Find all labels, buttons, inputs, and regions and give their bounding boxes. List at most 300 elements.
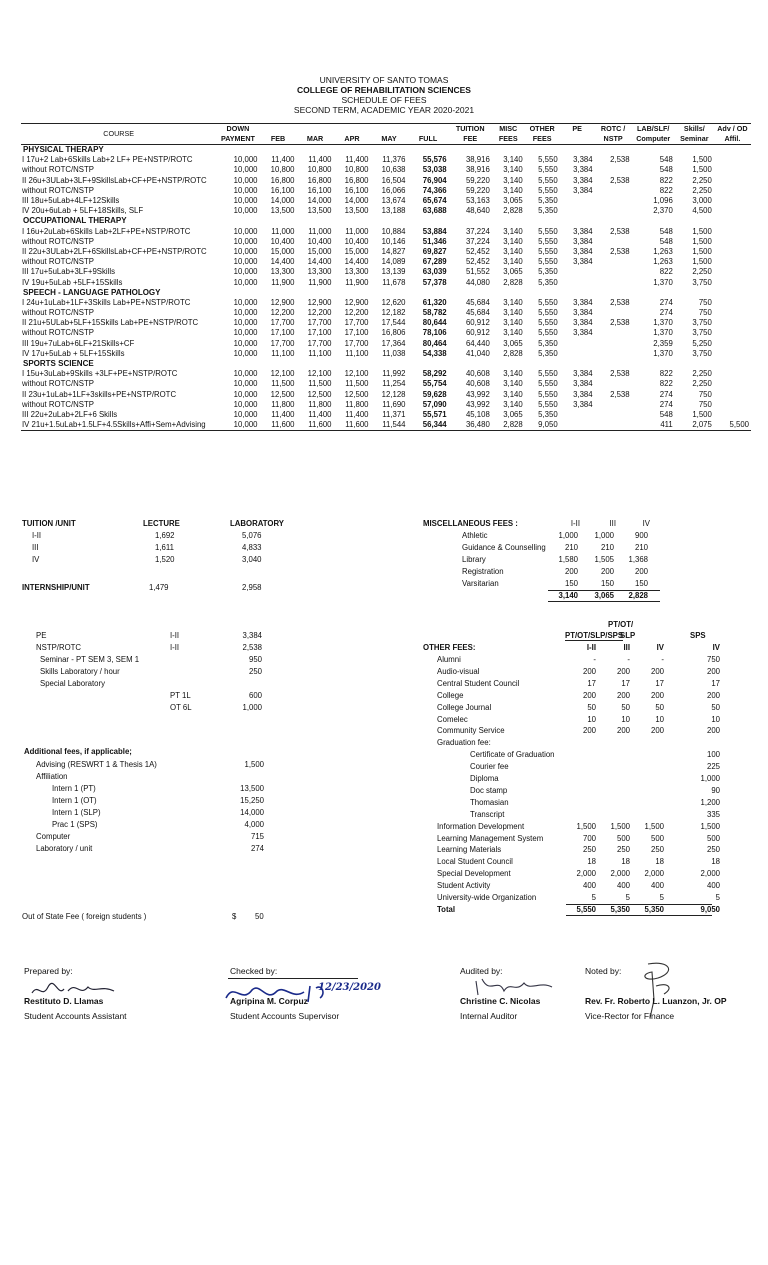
fee-cell: 15,000 bbox=[344, 246, 369, 256]
fee-cell: 11,100 bbox=[345, 348, 369, 358]
fee-cell: 11,400 bbox=[271, 409, 295, 419]
fee-cell: 3,065 bbox=[503, 409, 523, 419]
fee-cell: 10,000 bbox=[233, 379, 258, 389]
fee-cell: 45,684 bbox=[465, 297, 490, 307]
other-fee-value: 500 bbox=[706, 833, 720, 843]
table-row bbox=[21, 155, 751, 165]
tuition-lecture-value: 1,611 bbox=[155, 543, 174, 552]
tuition-lab-value: 4,833 bbox=[242, 543, 262, 552]
other-group-header-1: PT/OT/SLP/SPS bbox=[565, 631, 624, 640]
misc-fee-value: 200 bbox=[564, 567, 578, 576]
section-header-row bbox=[21, 216, 751, 226]
other-fee-value: 10 bbox=[655, 714, 664, 724]
col-down-2: PAYMENT bbox=[216, 134, 259, 145]
misc-fee-value: 200 bbox=[634, 567, 648, 576]
fee-cell: 63,688 bbox=[422, 206, 447, 216]
other-fee-value: 500 bbox=[650, 833, 664, 843]
fee-cell: 14,089 bbox=[381, 257, 406, 267]
misc-total-value: 2,828 bbox=[628, 591, 648, 600]
lab-fee-level: OT 6L bbox=[170, 703, 192, 712]
fee-cell bbox=[714, 277, 751, 287]
fee-cell: 36,480 bbox=[449, 420, 492, 431]
course-cell: I 16u+2uLab+6Skills Lab+2LF+PE+NSTP/ROTC bbox=[22, 226, 191, 236]
fee-cell: 1,500 bbox=[692, 155, 712, 165]
fee-cell: 14,827 bbox=[381, 246, 406, 256]
document-title: SCHEDULE OF FEES bbox=[341, 95, 427, 105]
additional-fee-label: Advising (RESWRT 1 & Thesis 1A) bbox=[36, 760, 157, 769]
fee-cell: 3,384 bbox=[573, 297, 593, 307]
fee-cell: 16,806 bbox=[381, 328, 406, 338]
fee-cell: 3,384 bbox=[573, 185, 593, 195]
out-of-state-label: Out of State Fee ( foreign students ) bbox=[22, 912, 147, 921]
fee-cell: 10,000 bbox=[233, 267, 258, 277]
fee-cell: 13,300 bbox=[344, 267, 369, 277]
lab-fee-label: Skills Laboratory / hour bbox=[40, 667, 120, 676]
fee-cell: 40,608 bbox=[465, 369, 490, 379]
course-cell: without ROTC/NSTP bbox=[22, 257, 94, 267]
checked-name: Agripina M. Corpuz bbox=[230, 996, 308, 1006]
fee-cell: 37,224 bbox=[465, 236, 490, 246]
fee-cell: 9,050 bbox=[525, 420, 560, 431]
table-row bbox=[21, 176, 751, 186]
other-fee-value: 700 bbox=[582, 833, 596, 843]
fee-cell: 10,000 bbox=[233, 297, 258, 307]
fee-cell: 17,700 bbox=[344, 318, 369, 328]
course-cell: II 26u+3ULab+3LF+9SkillsLab+CF+PE+NSTP/ROTC bbox=[22, 175, 207, 185]
other-fee-label: Local Student Council bbox=[437, 857, 513, 867]
fee-cell bbox=[714, 267, 751, 277]
col-tuition-2: FEE bbox=[449, 134, 492, 145]
lab-fee-value: 2,538 bbox=[242, 643, 262, 652]
fee-cell bbox=[714, 237, 751, 247]
fee-cell bbox=[714, 176, 751, 186]
other-fee-value: 50 bbox=[587, 702, 596, 712]
audited-name: Christine C. Nicolas bbox=[460, 996, 541, 1006]
fee-cell: 10,800 bbox=[307, 165, 332, 175]
fee-cell: 55,754 bbox=[422, 379, 447, 389]
other-fee-value: 200 bbox=[616, 666, 630, 676]
fee-cell: 1,500 bbox=[692, 409, 712, 419]
section-title: OCCUPATIONAL THERAPY bbox=[23, 216, 127, 226]
prepared-by-label: Prepared by: bbox=[24, 966, 73, 976]
fee-cell: 54,338 bbox=[422, 348, 447, 358]
fee-cell: 12,500 bbox=[344, 389, 369, 399]
fee-cell: 2,828 bbox=[503, 206, 523, 216]
fee-cell: 274 bbox=[659, 308, 673, 318]
fee-cell bbox=[595, 379, 632, 389]
course-cell: without ROTC/NSTP bbox=[22, 328, 94, 338]
table-row bbox=[21, 247, 751, 257]
lab-fee-value: 1,000 bbox=[242, 703, 262, 712]
fee-cell: 78,106 bbox=[422, 328, 447, 338]
tuition-level: III bbox=[32, 543, 39, 552]
fee-cell: 750 bbox=[698, 308, 712, 318]
fee-cell: 10,000 bbox=[233, 348, 258, 358]
fee-cell: 1,500 bbox=[692, 165, 712, 175]
fee-cell: 750 bbox=[698, 389, 712, 399]
fee-cell bbox=[560, 410, 595, 420]
fee-cell: 69,827 bbox=[422, 246, 447, 256]
col-feb: FEB bbox=[260, 134, 297, 145]
col-skills-1: Skills/ bbox=[683, 124, 705, 133]
lab-fee-label: NSTP/ROTC bbox=[36, 643, 82, 652]
fee-cell bbox=[714, 369, 751, 379]
col-may: MAY bbox=[371, 134, 408, 145]
fee-cell bbox=[595, 196, 632, 206]
fee-cell: 11,254 bbox=[382, 379, 406, 389]
fee-cell: 10,000 bbox=[233, 369, 258, 379]
other-fee-value: - bbox=[593, 655, 596, 664]
lab-fee-level: I-II bbox=[170, 643, 180, 652]
other-fee-value: 17 bbox=[711, 678, 720, 688]
other-fee-value: 5 bbox=[591, 893, 596, 902]
additional-fee-label: Intern 1 (OT) bbox=[52, 796, 97, 805]
other-fee-value: 200 bbox=[650, 690, 664, 700]
fee-cell: 5,550 bbox=[538, 165, 558, 175]
fee-cell bbox=[714, 410, 751, 420]
other-fee-value: 50 bbox=[621, 702, 630, 712]
misc-fee-value: 210 bbox=[634, 543, 648, 552]
other-fee-value: 1,500 bbox=[700, 821, 720, 831]
fee-cell: 48,640 bbox=[465, 206, 490, 216]
fee-cell: 45,684 bbox=[465, 308, 490, 318]
fee-cell: 3,140 bbox=[503, 226, 523, 236]
misc-fee-value: 210 bbox=[564, 543, 578, 552]
other-fee-value: 250 bbox=[582, 845, 596, 855]
fee-cell: 10,000 bbox=[233, 409, 258, 419]
course-cell: III 17u+5uLab+3LF+9Skills bbox=[22, 267, 115, 277]
other-fee-value: 5 bbox=[625, 893, 630, 902]
fee-cell: 11,690 bbox=[382, 399, 406, 409]
additional-fees-title: Additional fees, if applicable; bbox=[24, 747, 132, 756]
other-fee-value: 1,500 bbox=[610, 821, 630, 831]
fee-cell: 10,000 bbox=[233, 399, 258, 409]
fee-cell: 5,350 bbox=[538, 267, 558, 277]
fee-cell: 3,140 bbox=[503, 185, 523, 195]
fee-cell: 10,800 bbox=[344, 165, 369, 175]
fee-cell: 5,550 bbox=[538, 246, 558, 256]
fee-cell: 5,350 bbox=[538, 348, 558, 358]
fee-cell: 3,750 bbox=[692, 277, 712, 287]
fee-cell: 3,384 bbox=[573, 318, 593, 328]
fee-cell: 10,884 bbox=[381, 226, 406, 236]
fee-cell: 5,550 bbox=[538, 399, 558, 409]
other-sub-header: III bbox=[623, 643, 630, 652]
fee-cell: 3,140 bbox=[503, 318, 523, 328]
fee-cell: 2,828 bbox=[492, 420, 525, 431]
fee-cell: 16,800 bbox=[307, 175, 332, 185]
fee-cell: 12,200 bbox=[307, 308, 332, 318]
fee-cell: 52,452 bbox=[465, 257, 490, 267]
fee-cell: 3,384 bbox=[573, 175, 593, 185]
fee-cell: 43,992 bbox=[465, 399, 490, 409]
fee-cell: 11,400 bbox=[308, 155, 332, 165]
fee-cell: 11,371 bbox=[382, 409, 406, 419]
checked-line bbox=[228, 978, 358, 979]
fee-cell bbox=[595, 257, 632, 267]
fee-cell: 17,700 bbox=[307, 338, 332, 348]
fee-cell: 5,550 bbox=[538, 226, 558, 236]
fee-cell: 2,538 bbox=[610, 155, 630, 165]
other-fee-value: 18 bbox=[621, 857, 630, 867]
misc-total-value: 3,065 bbox=[594, 591, 614, 600]
other-fee-value: 2,000 bbox=[576, 869, 596, 879]
table-row bbox=[21, 420, 751, 431]
course-cell: without ROTC/NSTP bbox=[22, 399, 94, 409]
fee-cell: 11,800 bbox=[308, 399, 332, 409]
fee-cell: 10,000 bbox=[233, 165, 258, 175]
fee-cell: 10,146 bbox=[381, 236, 406, 246]
table-row bbox=[21, 227, 751, 237]
other-fee-value: 750 bbox=[706, 655, 720, 664]
fee-cell bbox=[595, 165, 632, 175]
other-fee-value: 1,500 bbox=[644, 821, 664, 831]
fee-cell: 3,384 bbox=[573, 165, 593, 175]
fee-cell bbox=[714, 400, 751, 410]
fee-cell: 1,500 bbox=[692, 236, 712, 246]
fee-cell: 3,140 bbox=[503, 379, 523, 389]
fee-cell: 5,350 bbox=[538, 196, 558, 206]
fee-cell: 56,344 bbox=[408, 420, 449, 431]
other-fee-label: College Journal bbox=[437, 702, 492, 712]
table-row bbox=[21, 400, 751, 410]
other-fee-value: - bbox=[661, 655, 664, 664]
course-cell: I 15u+3uLab+9Skills +3LF+PE+NSTP/ROTC bbox=[22, 369, 178, 379]
other-fee-value: 18 bbox=[655, 857, 664, 867]
fee-cell: 750 bbox=[698, 399, 712, 409]
course-cell: IV 17u+5uLab + 5LF+15Skills bbox=[22, 348, 125, 358]
fee-cell: 13,500 bbox=[270, 206, 295, 216]
prepared-title: Student Accounts Assistant bbox=[24, 1011, 127, 1021]
section-title: SPORTS SCIENCE bbox=[23, 359, 94, 369]
table-row bbox=[21, 298, 751, 308]
fee-cell: 2,370 bbox=[653, 206, 673, 216]
fee-cell: 5,550 bbox=[538, 328, 558, 338]
fee-cell: 52,452 bbox=[465, 246, 490, 256]
fee-cell: 16,800 bbox=[344, 175, 369, 185]
fee-cell: 11,800 bbox=[271, 399, 295, 409]
fee-cell: 11,400 bbox=[271, 155, 295, 165]
table-row bbox=[21, 369, 751, 379]
fee-cell: 2,250 bbox=[692, 379, 712, 389]
other-sub-header: IV bbox=[712, 643, 720, 652]
misc-fee-label: Registration bbox=[462, 567, 504, 576]
fee-cell: 10,000 bbox=[233, 196, 258, 206]
section-header-row bbox=[21, 359, 751, 369]
tuition-lecture-value: 1,520 bbox=[155, 555, 175, 564]
fee-cell: 3,140 bbox=[503, 308, 523, 318]
fee-cell: 12,900 bbox=[307, 297, 332, 307]
lab-fee-value: 600 bbox=[248, 691, 262, 700]
section-title: SPEECH - LANGUAGE PATHOLOGY bbox=[23, 287, 161, 297]
fee-cell: 548 bbox=[659, 236, 673, 246]
other-fee-value: 5 bbox=[715, 893, 720, 902]
fee-cell: 1,500 bbox=[692, 257, 712, 267]
fee-cell: 2,538 bbox=[610, 246, 630, 256]
additional-fee-value: 715 bbox=[250, 832, 264, 841]
fee-cell: 1,370 bbox=[653, 348, 673, 358]
fee-cell: 3,140 bbox=[503, 369, 523, 379]
fee-cell: 2,538 bbox=[610, 175, 630, 185]
fee-cell: 11,900 bbox=[345, 277, 369, 287]
fee-cell: 12,100 bbox=[344, 369, 369, 379]
fee-cell: 10,000 bbox=[233, 338, 258, 348]
course-cell: II 22u+3ULab+2LF+6SkillsLab+CF+PE+NSTP/ROTC bbox=[22, 246, 207, 256]
fee-cell: 16,800 bbox=[270, 175, 295, 185]
other-fee-value: 225 bbox=[706, 762, 720, 772]
fee-cell: 5,550 bbox=[538, 369, 558, 379]
tuition-lecture-header: LECTURE bbox=[143, 519, 180, 528]
col-apr: APR bbox=[334, 134, 371, 145]
additional-fee-value: 4,000 bbox=[244, 820, 264, 829]
other-total-value: 9,050 bbox=[700, 904, 720, 914]
fee-cell: 38,916 bbox=[465, 165, 490, 175]
fee-cell bbox=[595, 267, 632, 277]
fee-cell: 12,620 bbox=[381, 297, 406, 307]
fee-cell: 17,700 bbox=[270, 318, 295, 328]
other-fee-label: Graduation fee: bbox=[437, 738, 491, 748]
fee-cell: 5,500 bbox=[714, 420, 751, 431]
out-of-state-currency: $ bbox=[232, 912, 237, 921]
fee-cell: 10,400 bbox=[270, 236, 295, 246]
noted-by-label: Noted by: bbox=[585, 966, 622, 976]
fee-cell: 3,384 bbox=[573, 236, 593, 246]
fee-cell: 2,075 bbox=[675, 420, 714, 431]
fee-cell: 10,000 bbox=[233, 389, 258, 399]
fee-cell: 5,250 bbox=[692, 338, 712, 348]
fee-cell: 3,140 bbox=[503, 399, 523, 409]
other-fee-value: 250 bbox=[706, 845, 720, 855]
other-fee-value: 50 bbox=[655, 702, 664, 712]
fee-cell: 17,100 bbox=[270, 328, 295, 338]
fee-cell: 53,038 bbox=[422, 165, 447, 175]
fee-cell bbox=[595, 420, 632, 431]
misc-fee-label: Varsitarian bbox=[462, 579, 499, 588]
fee-cell bbox=[560, 349, 595, 359]
fee-cell bbox=[714, 318, 751, 328]
fee-cell bbox=[714, 379, 751, 389]
fee-cell: 5,350 bbox=[538, 409, 558, 419]
lab-fee-label: Seminar - PT SEM 3, SEM 1 bbox=[40, 655, 140, 664]
fee-cell: 5,550 bbox=[538, 175, 558, 185]
fee-cell: 15,000 bbox=[270, 246, 295, 256]
fee-cell bbox=[560, 339, 595, 349]
fee-cell: 10,000 bbox=[233, 185, 258, 195]
table-row bbox=[21, 318, 751, 328]
table-row bbox=[21, 328, 751, 338]
fee-cell: 11,038 bbox=[382, 348, 406, 358]
fee-cell: 11,900 bbox=[271, 277, 295, 287]
lab-fee-label: PE bbox=[36, 631, 47, 640]
col-course: COURSE bbox=[21, 124, 216, 145]
fee-cell: 3,384 bbox=[573, 226, 593, 236]
fee-cell: 10,800 bbox=[270, 165, 295, 175]
other-fee-value: 200 bbox=[706, 666, 720, 676]
other-fee-label: Central Student Council bbox=[437, 678, 520, 688]
university-name: UNIVERSITY OF SANTO TOMAS bbox=[319, 75, 449, 85]
fee-cell: 1,263 bbox=[653, 246, 673, 256]
fee-cell: 1,370 bbox=[653, 318, 673, 328]
other-fee-label: Thomasian bbox=[470, 797, 509, 807]
fee-cell: 14,000 bbox=[307, 196, 332, 206]
fee-cell: 3,140 bbox=[503, 175, 523, 185]
other-total-label: Total bbox=[437, 904, 456, 914]
additional-fee-value: 274 bbox=[250, 844, 264, 853]
fee-cell: 3,065 bbox=[503, 267, 523, 277]
fee-cell: 2,250 bbox=[692, 185, 712, 195]
col-down-1: DOWN bbox=[226, 124, 250, 133]
fee-cell: 53,163 bbox=[465, 196, 490, 206]
other-fee-value: 2,000 bbox=[700, 869, 720, 879]
misc-fee-value: 900 bbox=[634, 531, 648, 540]
other-fee-label: Courier fee bbox=[470, 762, 509, 772]
fee-cell: 55,576 bbox=[422, 155, 447, 165]
other-fee-value: 2,000 bbox=[610, 869, 630, 879]
misc-fee-value: 1,000 bbox=[558, 531, 578, 540]
fee-cell: 10,400 bbox=[307, 236, 332, 246]
fee-cell: 11,000 bbox=[345, 226, 369, 236]
tuition-lecture-value: 1,692 bbox=[155, 531, 175, 540]
fee-cell: 3,750 bbox=[692, 348, 712, 358]
misc-fee-label: Library bbox=[462, 555, 486, 564]
fee-cell: 76,904 bbox=[422, 175, 447, 185]
fee-cell: 58,782 bbox=[422, 308, 447, 318]
fee-cell bbox=[714, 206, 751, 216]
fee-cell: 13,500 bbox=[344, 206, 369, 216]
fees-table-body bbox=[21, 145, 751, 431]
other-fee-value: 200 bbox=[616, 690, 630, 700]
table-row bbox=[21, 390, 751, 400]
fee-cell: 74,366 bbox=[422, 185, 447, 195]
internship-lecture: 1,479 bbox=[149, 583, 169, 592]
fee-cell bbox=[595, 206, 632, 216]
course-cell: III 18u+5uLab+4LF+12Skills bbox=[22, 196, 120, 206]
table-row bbox=[21, 379, 751, 389]
fee-cell: 3,750 bbox=[692, 318, 712, 328]
other-fee-value: 335 bbox=[706, 809, 720, 819]
other-fee-label: Transcript bbox=[470, 809, 505, 819]
other-fee-value: 50 bbox=[711, 702, 720, 712]
fee-cell: 5,350 bbox=[538, 206, 558, 216]
fee-cell: 2,828 bbox=[503, 277, 523, 287]
out-of-state-value: 50 bbox=[255, 912, 264, 921]
fee-cell: 2,538 bbox=[610, 369, 630, 379]
fee-cell: 822 bbox=[659, 379, 673, 389]
tuition-lab-value: 5,076 bbox=[242, 531, 262, 540]
fee-cell: 11,100 bbox=[271, 348, 295, 358]
fee-cell bbox=[714, 308, 751, 318]
fee-cell: 14,400 bbox=[344, 257, 369, 267]
fee-cell bbox=[714, 257, 751, 267]
lab-fee-value: 950 bbox=[248, 655, 262, 664]
fee-cell: 10,000 bbox=[233, 175, 258, 185]
tuition-unit-title: TUITION /UNIT bbox=[22, 519, 76, 528]
fee-cell: 822 bbox=[659, 175, 673, 185]
table-row bbox=[21, 267, 751, 277]
fee-cell: 53,884 bbox=[422, 226, 447, 236]
additional-fee-label: Prac 1 (SPS) bbox=[52, 820, 98, 829]
course-cell: I 17u+2 Lab+6Skills Lab+2 LF+ PE+NSTP/ROTC bbox=[22, 155, 193, 165]
col-adv-1: Adv / OD bbox=[717, 124, 748, 133]
fee-cell: 10,000 bbox=[233, 155, 258, 165]
other-group-header-2a: PT/OT/ bbox=[608, 620, 634, 629]
other-fee-label: Alumni bbox=[437, 655, 461, 664]
fee-cell: 60,912 bbox=[465, 328, 490, 338]
fee-cell: 11,400 bbox=[345, 409, 369, 419]
fee-cell: 59,220 bbox=[465, 175, 490, 185]
fee-cell: 5,550 bbox=[538, 155, 558, 165]
misc-fees-title: MISCELLANEOUS FEES : bbox=[423, 519, 518, 528]
